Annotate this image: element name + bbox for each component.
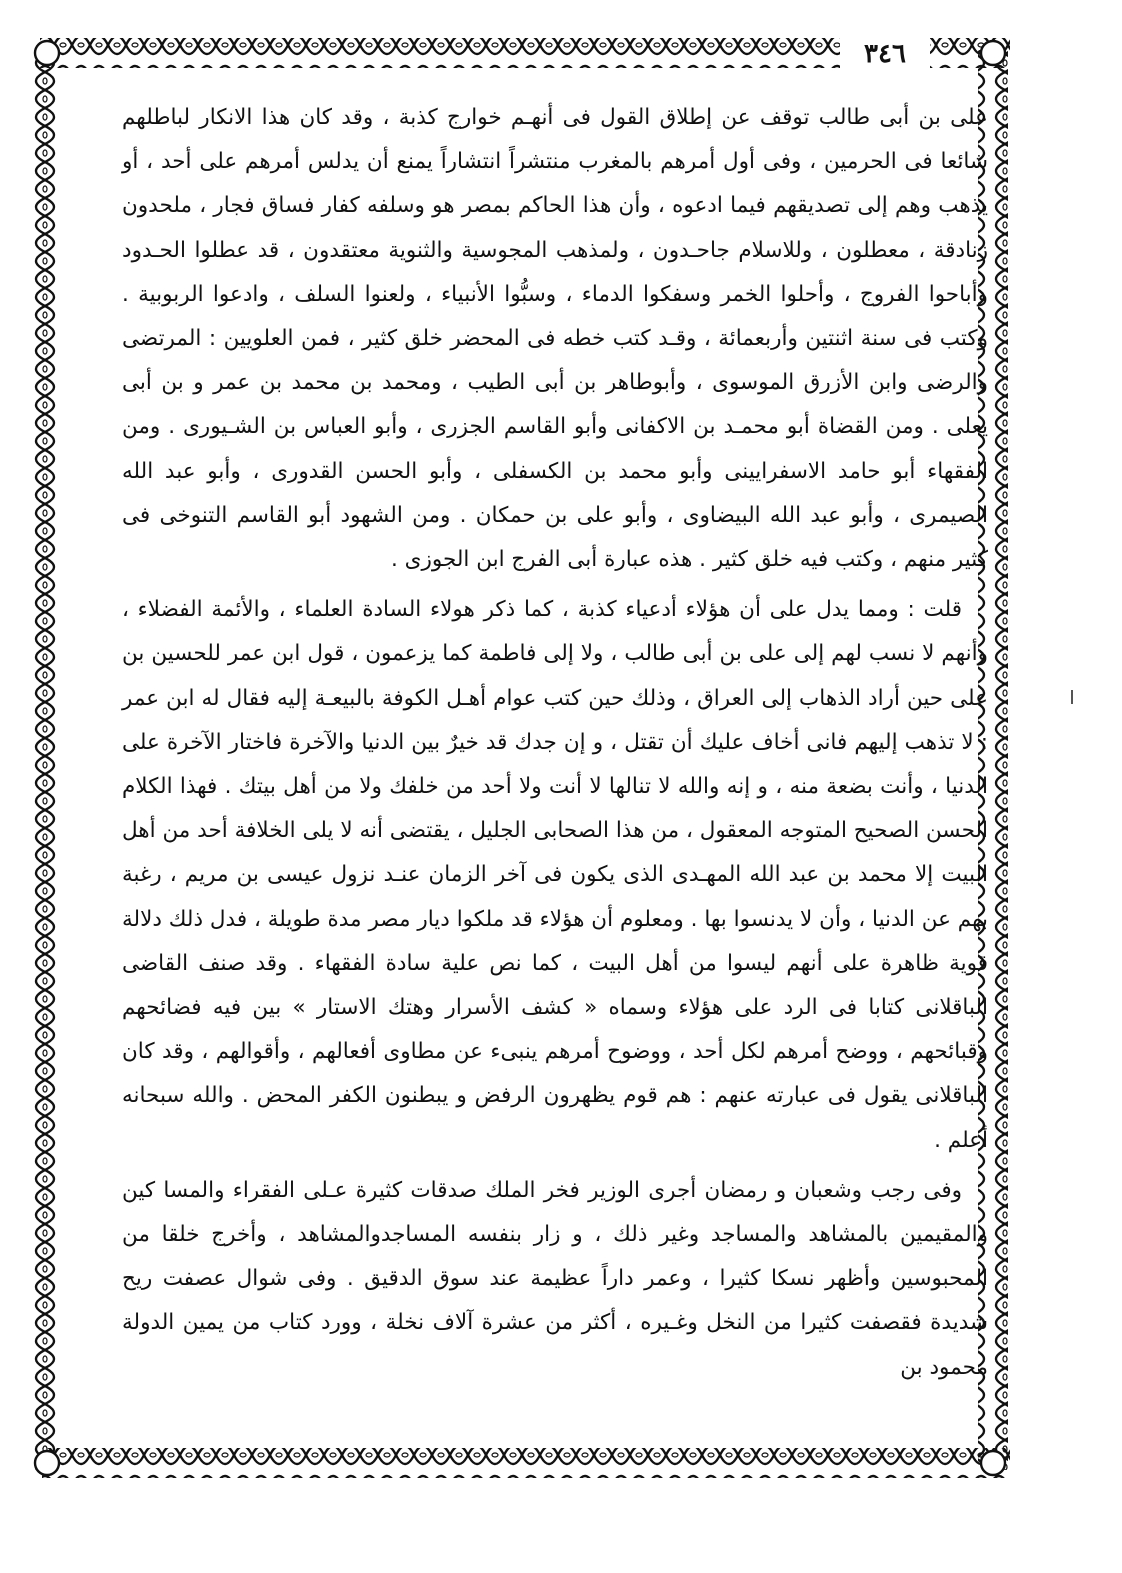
paragraph-3: وفى رجب وشعبان و رمضان أجرى الوزير فخر الملك صدقات كثيرة عـلى الفقراء والمسا كين والمقيمين بالمشاهد والمساجد وغير ذلك ، و زار بنفسه المساجدوالمشاهد ، وأخرج خلقا من المحبوسين وأظهر نسكا كثيرا ، وعمر داراً عظيمة عند سوق الدقيق . وفى شوال عصفت ريح شديدة فقصفت كثيرا من النخل وغـيره ، أكثر من عشرة آلاف نخلة ، وورد كتاب من يمين الدولة محمود بن [122, 1177, 988, 1380]
page-number: ٣٤٦ [840, 34, 930, 74]
margin-mark [1071, 690, 1073, 704]
paragraph-1: على بن أبى طالب توقف عن إطلاق القول فى أنهـم خوارج كذبة ، وقد كان هذا الانكار لباطلهم شائعا فى الحرمين ، وفى أول أمرهم بالمغرب منتشراً انتشاراً يمنع أن يدلس أمرهم على أحد ، أو يذهب وهم إلى تصديقهم فيما ادعوه ، وأن هذا الحاكم بمصر هو وسلفه كفار فساق فجار ، ملحدون زنادقة ، معطلون ، وللاسلام جاحـدون ، ولمذهب المجوسية والثنوية معتقدون ، قد عطلوا الحـدود وأباحوا الفروج ، وأحلوا الخمر وسفكوا الدماء ، وسبُّوا الأنبياء ، ولعنوا السلف ، وادعوا الربوبية . وكتب فى سنة اثنتين وأربعمائة ، وقـد كتب خطه فى المحضر خلق كثير ، فمن العلويين : المرتضى والرضى وابن الأزرق الموسوى ، وأبوطاهر بن أبى الطيب ، ومحمد بن محمد بن عمر و بن أبى يعلى . ومن القضاة أبو محمـد بن الاكفانى وأبو القاسم الجزرى ، وأبو العباس بن الشـيورى . ومن الفقهاء أبو حامد الاسفرايينى وأبو محمد بن الكسفلى ، وأبو الحسن القدورى ، وأبو عبد الله الصيمرى ، وأبو عبد الله البيضاوى ، وأبو على بن حمكان . ومن الشهود أبو القاسم التنوخى فى كثير منهم ، وكتب فيه خلق كثير . هذه عبارة أبى الفرج ابن الجوزى . [122, 105, 988, 573]
body-text [122, 96, 988, 1416]
paragraph-2: قلت : ومما يدل على أن هؤلاء أدعياء كذبة ، كما ذكر هولاء السادة العلماء ، والأئمة الفضلاء ، وأنهم لا نسب لهم إلى على بن أبى طالب ، ولا إلى فاطمة كما يزعمون ، قول ابن عمر للحسين بن على حين أراد الذهاب إلى العراق ، وذلك حين كتب عوام أهـل الكوفة بالبيعـة إليه فقال له ابن عمر : لا تذهب إليهم فانى أخاف عليك أن تقتل ، و إن جدك قد خيرٌ بين الدنيا والآخرة فاختار الآخرة على الدنيا ، وأنت بضعة منه ، و إنه والله لا تنالها لا أنت ولا أحد من خلفك ولا من أهل بيتك . فهذا الكلام الحسن الصحيح المتوجه المعقول ، من هذا الصحابى الجليل ، يقتضى أنه لا يلى الخلافة أحد من أهل البيت إلا محمد بن عبد الله المهـدى الذى يكون فى آخر الزمان عنـد نزول عيسى بن مريم ، رغبة بهم عن الدنيا ، وأن لا يدنسوا بها . ومعلوم أن هؤلاء قد ملكوا ديار مصر مدة طويلة ، فدل ذلك دلالة قوية ظاهرة على أنهم ليسوا من أهل البيت ، كما نص علية سادة الفقهاء . وقد صنف القاضى الباقلانى كتابا فى الرد على هؤلاء وسماه « كشف الأسرار وهتك الاستار » بين فيه فضائحهم وقبائحهم ، ووضح أمرهم لكل أحد ، ووضوح أمرهم ينبىء عن مطاوى أفعالهم ، وأقوالهم ، وقد كان الباقلانى يقول فى عبارته عنهم : هم قوم يظهرون الرفض و يبطنون الكفر المحض . والله سبحانه أعلم . [122, 597, 988, 1153]
